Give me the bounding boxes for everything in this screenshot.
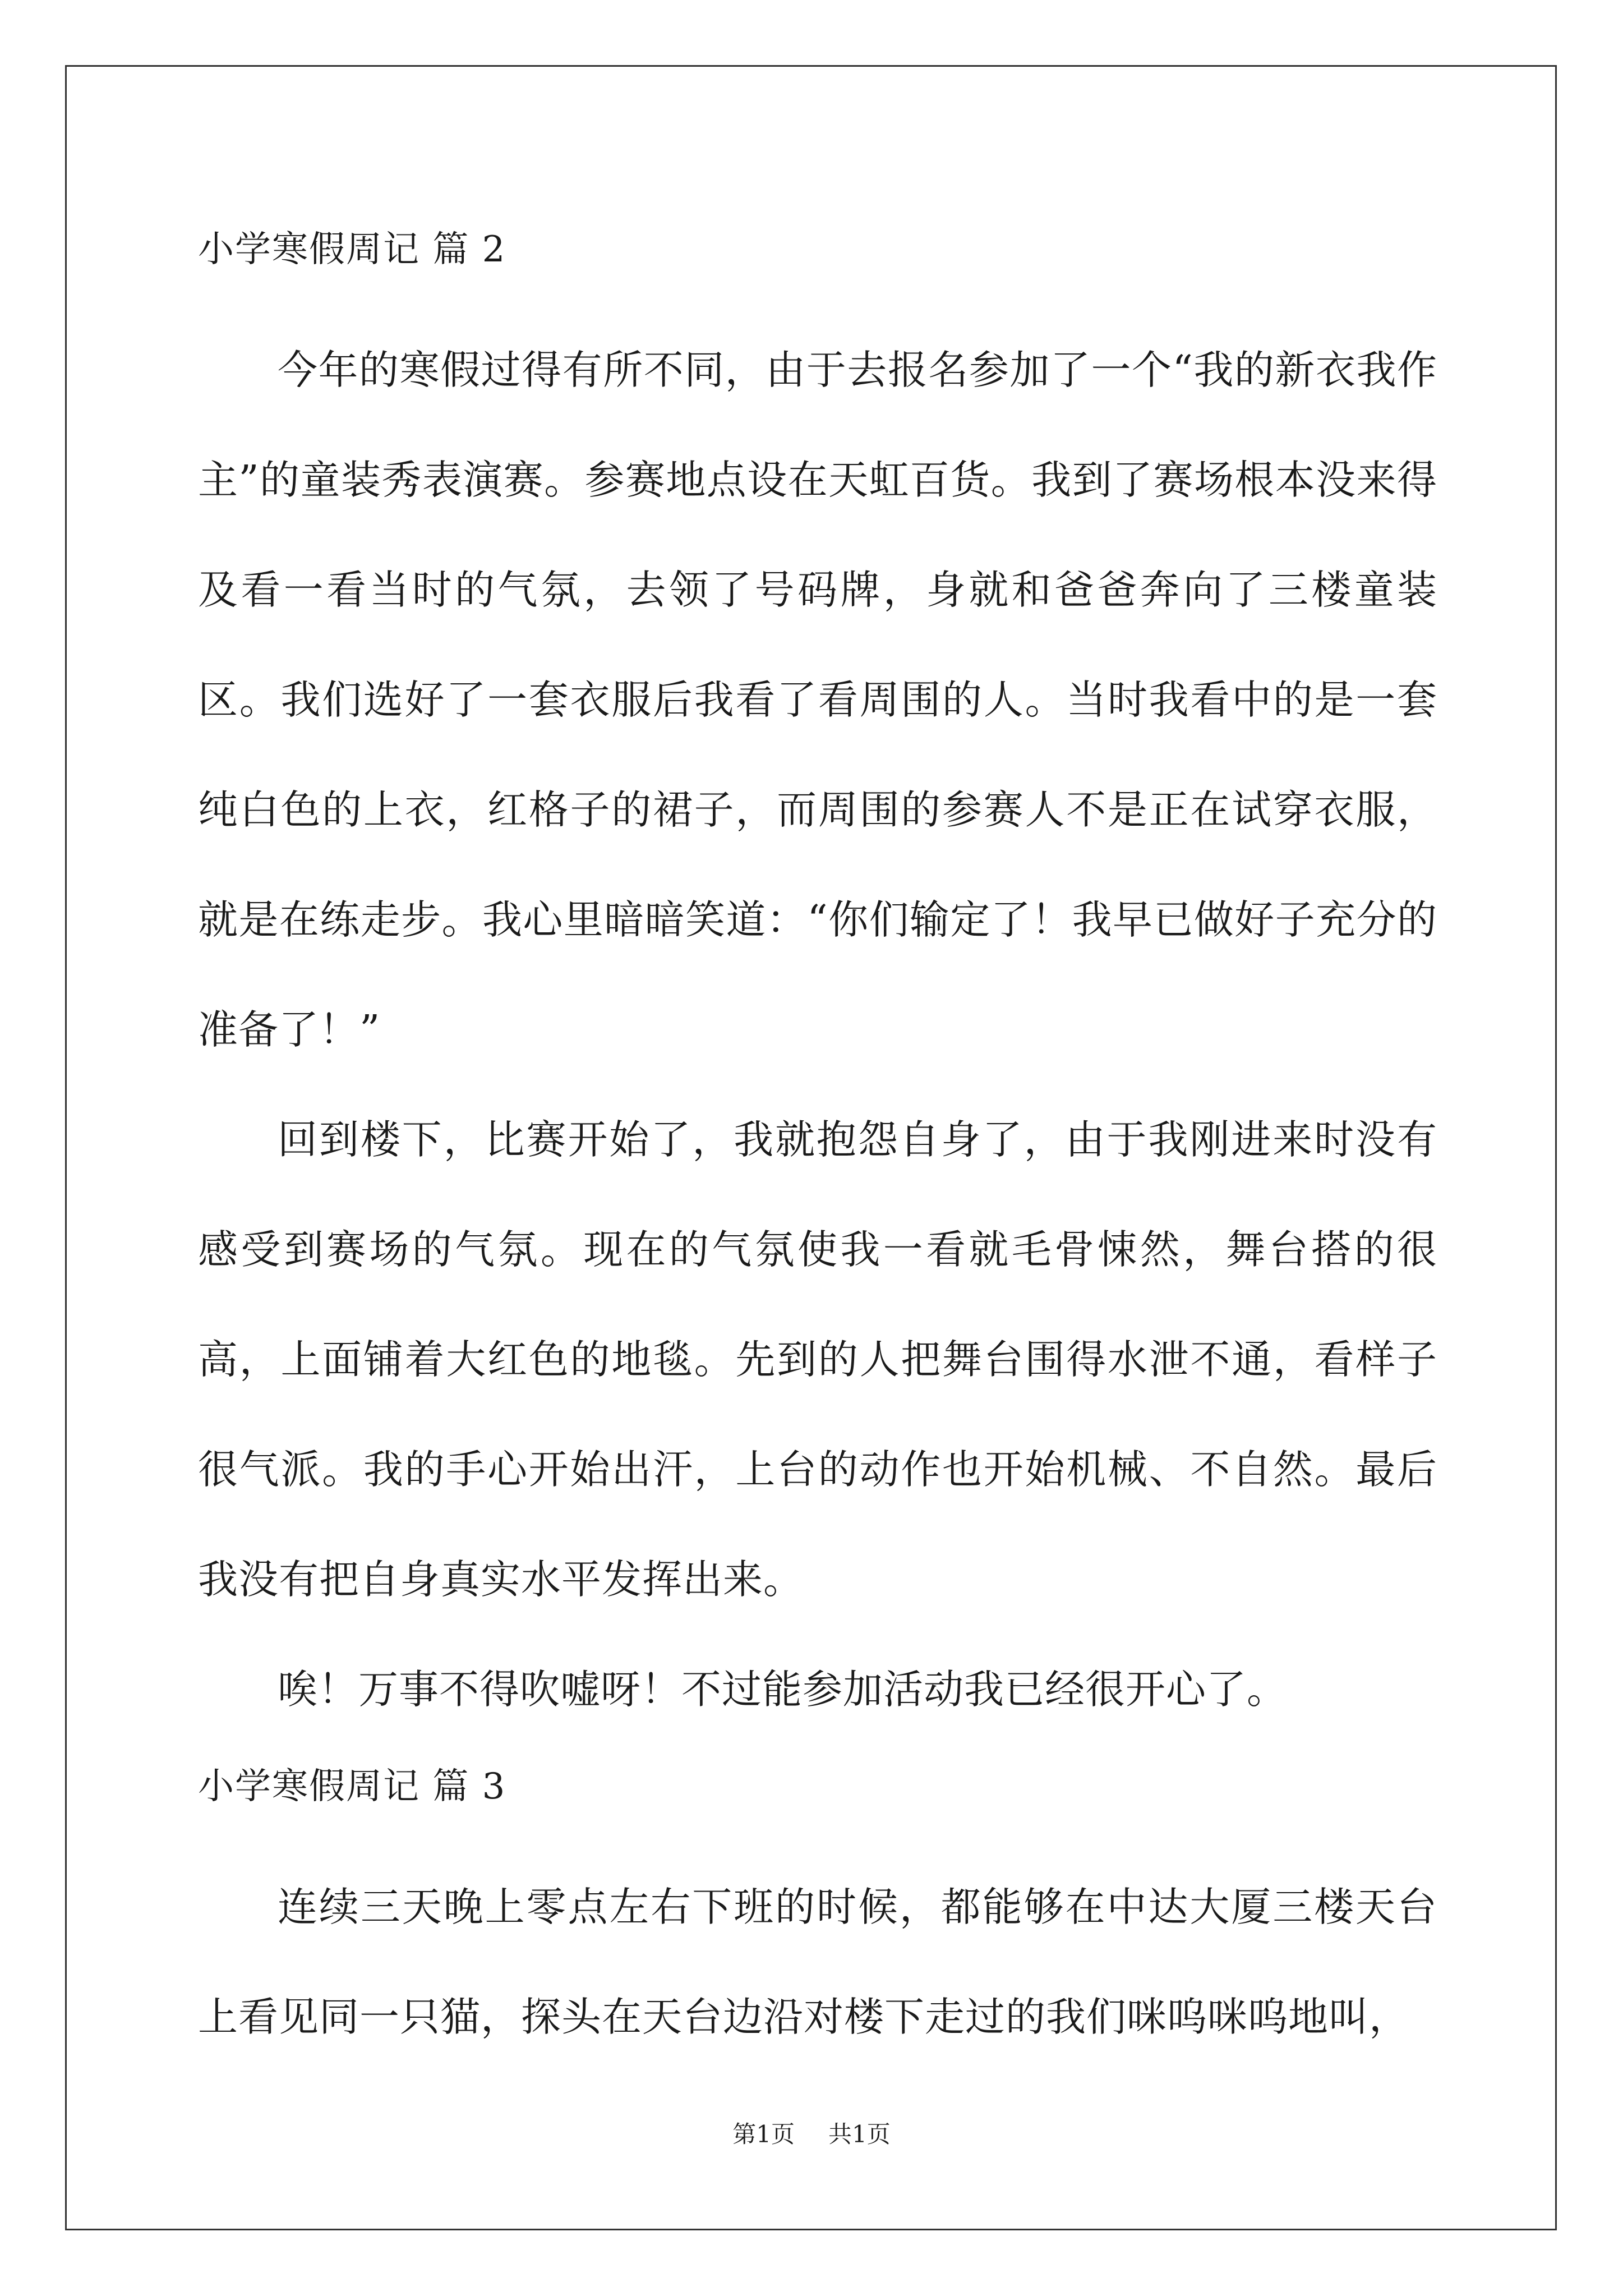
section-heading: 小学寒假周记 篇 3 — [198, 1766, 506, 1807]
section-heading: 小学寒假周记 篇 2 — [198, 229, 506, 270]
paragraph: 回到楼下，比赛开始了，我就抱怨自身了，由于我刚进来时没有感受到赛场的气氛。现在的气氛使我一看就毛骨悚然，舞台搭的很高，上面铺着大红色的地毯。先到的人把舞台围得水泄不通，看样子很气派。我的手心开始出汗，上台的动作也开始机械、不自然。最后我没有把自身真实水平发挥出来。 — [198, 1116, 1437, 1603]
page-number: 第1页 — [732, 2120, 795, 2148]
page-total: 共1页 — [828, 2120, 891, 2148]
paragraph: 唉！万事不得吹嘘呀！不过能参加活动我已经很开心了。 — [278, 1666, 1288, 1713]
page-footer — [0, 2118, 1623, 2151]
document-body — [198, 208, 1437, 2072]
paragraph: 连续三天晚上零点左右下班的时候，都能够在中达大厦三楼天台上看见同一只猫，探头在天台边沿对楼下走过的我们咪呜咪呜地叫， — [198, 1884, 1437, 2040]
paragraph: 今年的寒假过得有所不同，由于去报名参加了一个“我的新衣我作主”的童装秀表演赛。参赛地点设在天虹百货。我到了赛场根本没来得及看一看当时的气氛，去领了号码牌，身就和爸爸奔向了三楼童装区。我们选好了一套衣服后我看了看周围的人。当时我看中的是一套纯白色的上衣，红格子的裙子，而周围的参赛人不是正在试穿衣服，就是在练走步。我心里暗暗笑道：“你们输定了！我早已做好子充分的准备了！” — [198, 347, 1437, 1053]
